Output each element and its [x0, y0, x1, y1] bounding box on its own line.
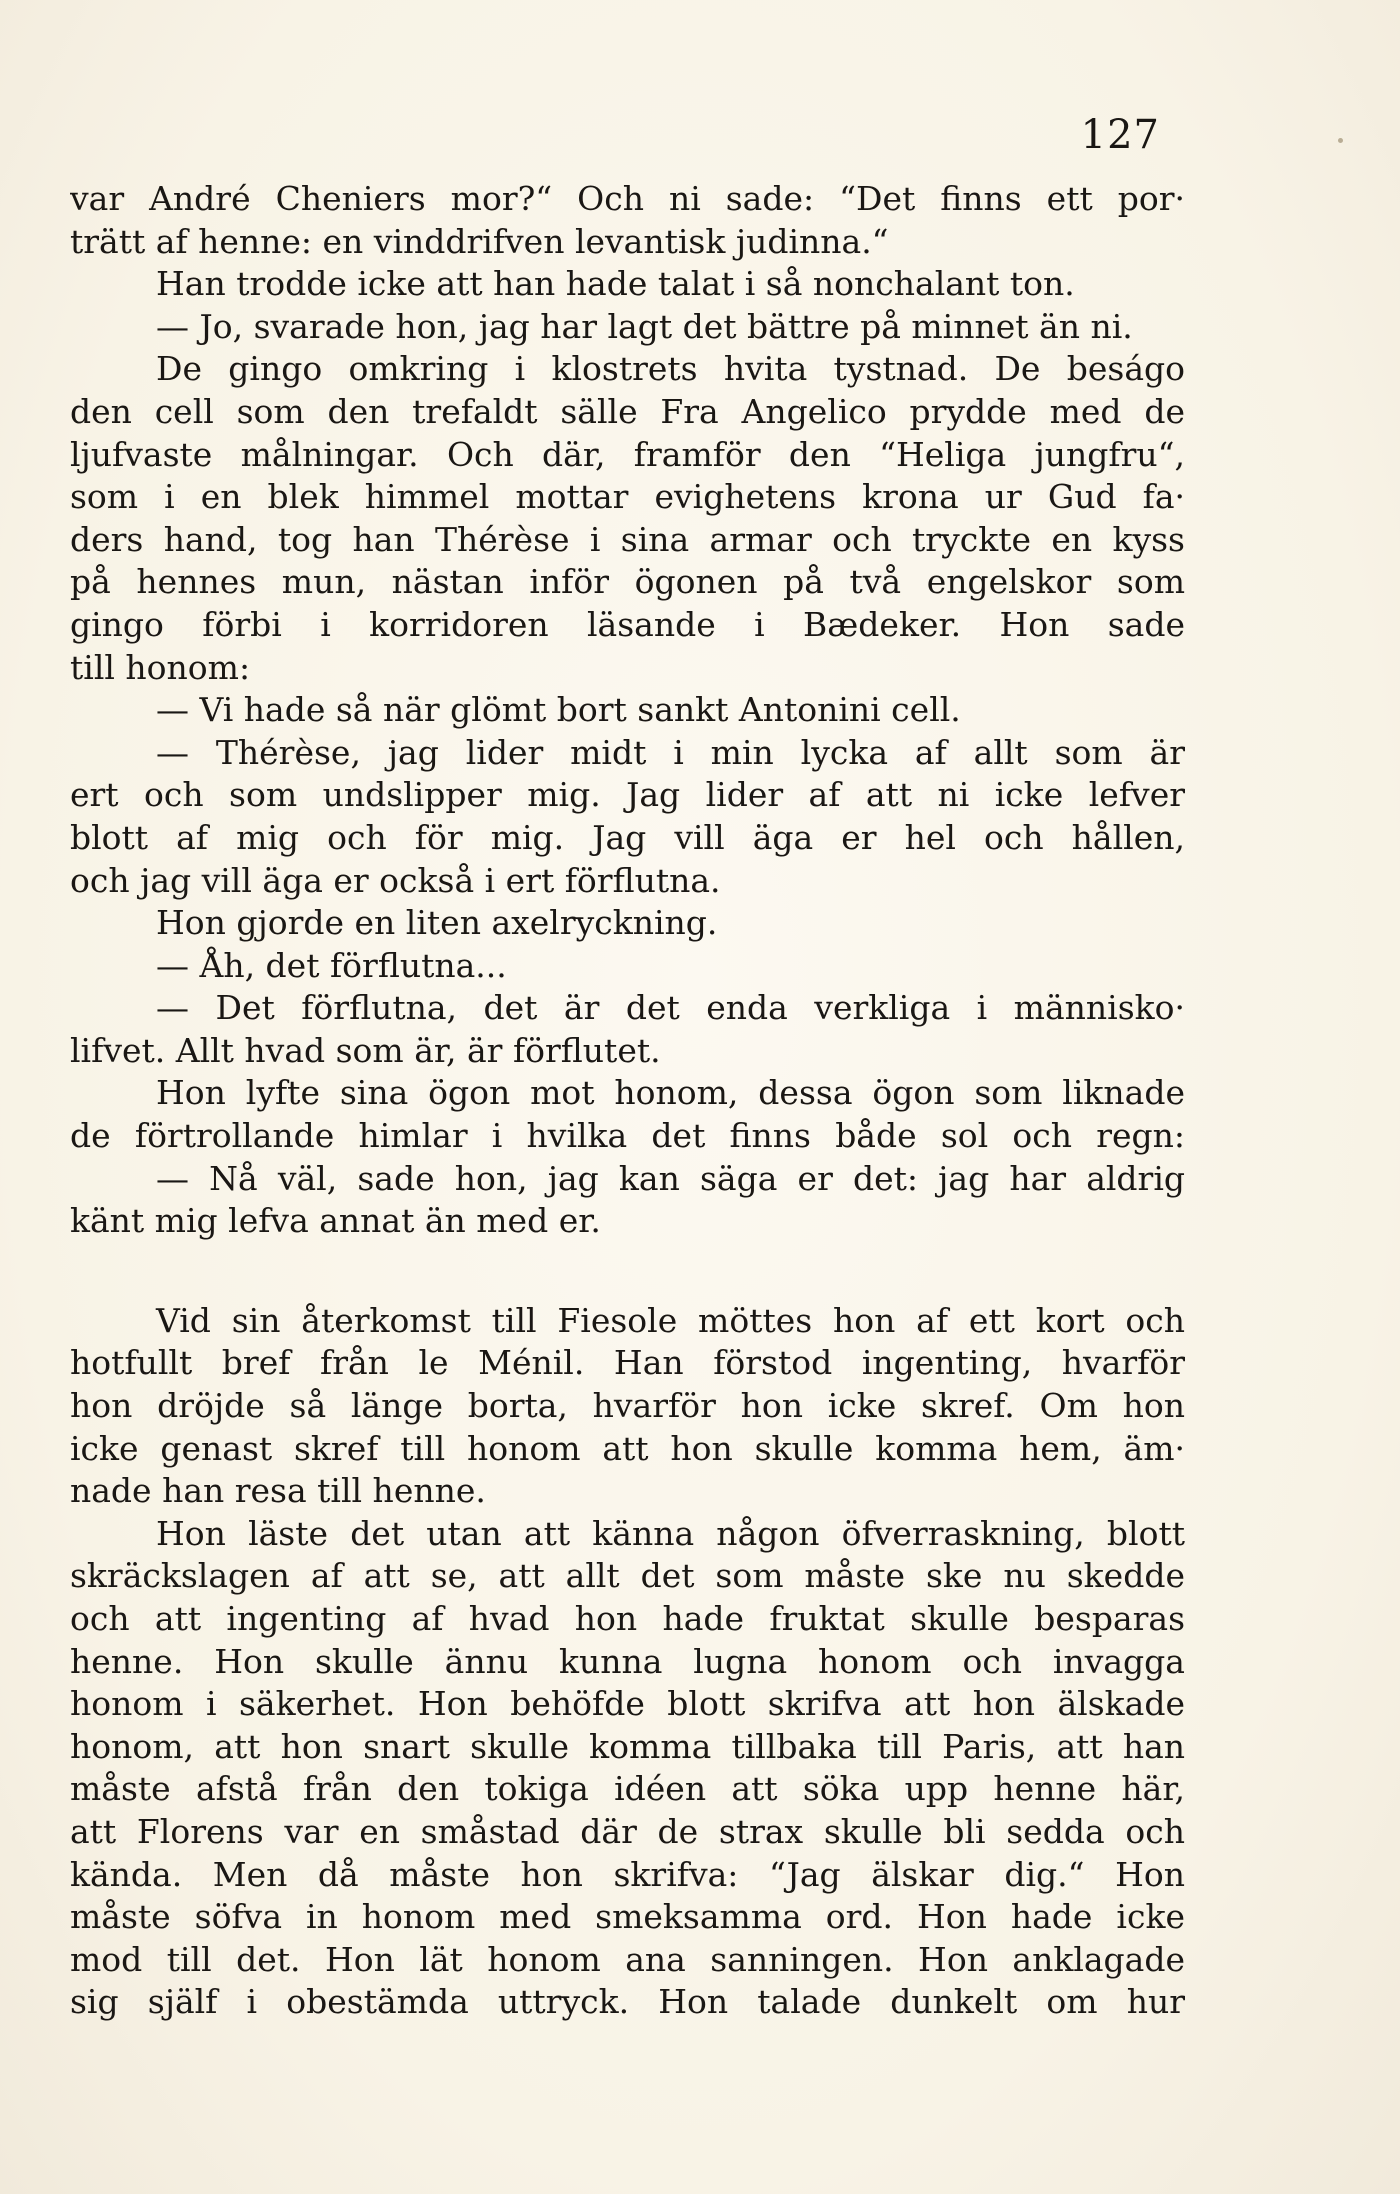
text-line: på hennes mun, nästan inför ögonen på två engelskor som [70, 562, 1185, 602]
text-line: henne. Hon skulle ännu kunna lugna honom och invagga [70, 1641, 1185, 1681]
text-line: de förtrollande himlar i hvilka det finns både sol och regn: [70, 1116, 1185, 1156]
text-line: var André Cheniers mor?“ Och ni sade: “Det finns ett por· [70, 179, 1185, 218]
text-line: nade han resa till henne. [70, 1471, 486, 1511]
text-line: till honom: [70, 647, 251, 687]
text-line: — Det förflutna, det är det enda verkliga i människo· [156, 988, 1185, 1028]
text-line: honom, att hon snart skulle komma tillbaka till Paris, att han [70, 1726, 1185, 1766]
text-line: — Vi hade så när glömt bort sankt Antonini cell. [156, 690, 961, 730]
text-line: gingo förbi i korridoren läsande i Bædeker. Hon sade [70, 604, 1185, 644]
text-line: ders hand, tog han Thérèse i sina armar och tryckte en kyss [70, 519, 1185, 559]
text-line: — Jo, svarade hon, jag har lagt det bättre på minnet än ni. [156, 306, 1133, 346]
text-line: — Nå väl, sade hon, jag kan säga er det: jag har aldrig [156, 1158, 1185, 1198]
text-line: kända. Men då måste hon skrifva: “Jag älskar dig.“ Hon [70, 1854, 1185, 1894]
text-line: måste söfva in honom med smeksamma ord. Hon hade icke [70, 1897, 1185, 1937]
text-body [70, 178, 1185, 2024]
text-line: som i en blek himmel mottar evighetens krona ur Gud fa· [70, 477, 1185, 517]
text-line: — Thérèse, jag lider midt i min lycka af allt som är [156, 732, 1185, 772]
text-line: De gingo omkring i klostrets hvita tystnad. De beságo [156, 349, 1185, 389]
text-line: — Åh, det förflutna... [156, 945, 507, 985]
text-line: och att ingenting af hvad hon hade fruktat skulle besparas [70, 1599, 1185, 1638]
text-line: hon dröjde så länge borta, hvarför hon icke skref. Om hon [70, 1386, 1185, 1426]
text-line: Vid sin återkomst till Fiesole möttes hon af ett kort och [156, 1300, 1185, 1340]
text-line: blott af mig och för mig. Jag vill äga er hel och hållen, [70, 817, 1185, 857]
text-line: måste afstå från den tokiga idéen att söka upp henne här, [70, 1769, 1185, 1809]
text-line: Hon gjorde en liten axelryckning. [156, 903, 718, 943]
text-line: skräckslagen af att se, att allt det som måste ske nu skedde [70, 1556, 1185, 1596]
section-break [70, 1243, 1185, 1300]
text-line: hotfullt bref från le Ménil. Han förstod ingenting, hvarför [70, 1343, 1185, 1383]
paper-speck [1338, 138, 1343, 143]
text-line: Han trodde icke att han hade talat i så nonchalant ton. [156, 264, 1075, 304]
text-line: ljufvaste målningar. Och där, framför den “Heliga jungfru“, [70, 434, 1185, 474]
text-line: honom i säkerhet. Hon behöfde blott skrifva att hon älskade [70, 1684, 1185, 1724]
text-line: sig själf i obestämda uttryck. Hon talade dunkelt om hur [70, 1982, 1185, 2022]
text-line: mod till det. Hon lät honom ana sanningen. Hon anklagade [70, 1939, 1185, 1979]
text-line: den cell som den trefaldt sälle Fra Angelico prydde med de [70, 391, 1185, 431]
text-line: ert och som undslipper mig. Jag lider af att ni icke lefver [70, 775, 1185, 815]
text-line: känt mig lefva annat än med er. [70, 1201, 601, 1241]
text-line: trätt af henne: en vinddrifven levantisk judinna.“ [70, 221, 889, 261]
text-line: icke genast skref till honom att hon skulle komma hem, äm· [70, 1428, 1185, 1468]
text-line: Hon läste det utan att känna någon öfverraskning, blott [156, 1513, 1185, 1553]
page-number: 127 [1080, 112, 1160, 158]
text-line: Hon lyfte sina ögon mot honom, dessa ögon som liknade [156, 1073, 1185, 1113]
text-line: att Florens var en småstad där de strax skulle bli sedda och [70, 1811, 1185, 1851]
text-line: och jag vill äga er också i ert förflutna. [70, 860, 721, 900]
text-line: lifvet. Allt hvad som är, är förflutet. [70, 1030, 661, 1070]
